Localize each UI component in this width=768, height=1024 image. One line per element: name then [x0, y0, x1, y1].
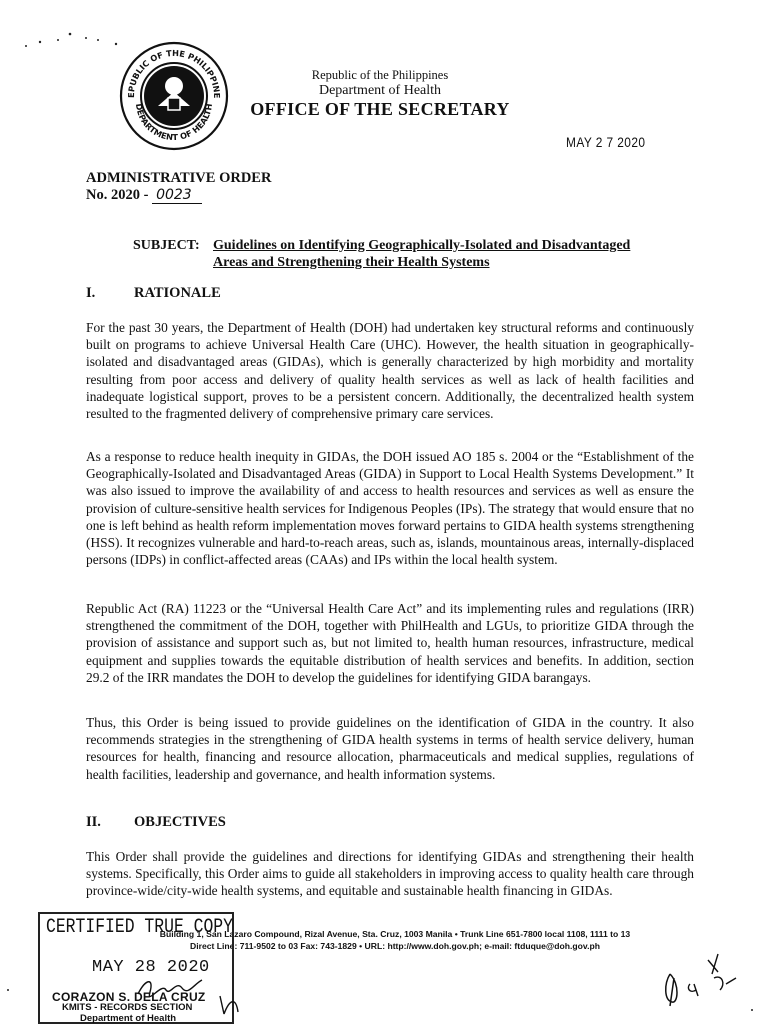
section-title: OBJECTIVES	[134, 814, 226, 830]
stamp-org: Department of Health	[80, 1013, 177, 1024]
section-heading-objectives	[86, 814, 226, 831]
subject-block	[133, 237, 630, 271]
footer-address: Building 1, San Lazaro Compound, Rizal Avenue, Sta. Cruz, 1003 Manila • Trunk Line 651-7800 local 1108, 1111 to 13	[159, 929, 631, 939]
stamp-title: CERTIFIED TRUE COPY	[46, 916, 233, 939]
stamp-name: CORAZON S. DELA CRUZ	[52, 990, 206, 1004]
seal-emblem-icon	[118, 40, 230, 152]
order-block	[86, 170, 271, 204]
handwritten-initials-icon	[660, 944, 740, 1010]
doh-seal	[118, 40, 230, 152]
header-department: Department of Health	[318, 83, 442, 98]
seal-ring-top: EPUBLIC OF THE PHILIPPINE	[125, 47, 223, 99]
paragraph-2: As a response to reduce health inequity in GIDAs, the DOH issued AO 185 s. 2004 or the “Establishment of the Geographically-Isolated and Disadvantaged Areas (GIDA) in Support to Local Health Systems Development.” It was also issued to improve the availability of and access to health resources and services as well as ensure the provision of culture-sensitive health services for Indigenous Peoples (IPs). The strategy that would ensure that no one is left behind as health reform implementation moves forward pertains to GIDA health systems strengthening (HSS). It recognizes vulnerable and hard-to-reach areas, such as, islands, mountainous areas, internally-displaced persons (IDPs) in conflict-affected areas (CAAs) and IPs within the local health system.	[86, 449, 695, 568]
issue-date: MAY 2 7 2020	[566, 134, 646, 150]
paragraph-4: Thus, this Order is being issued to provide guidelines on the identification of GIDA in the country. It also recommends strategies in the strengthening of GIDA health systems in terms of health service delivery, human resources for health, financing and resource allocation, pharmaceuticals and medical supplies, regulations of health facilities, leadership and governance, and health information systems.	[86, 715, 694, 782]
stamp-section: KMITS - RECORDS SECTION	[62, 1002, 193, 1013]
certified-true-copy-stamp	[38, 912, 234, 1024]
header-republic: Republic of the Philippines	[311, 68, 449, 82]
handwritten-initial-icon	[216, 992, 242, 1018]
seal-ring-bottom: DEPARTMENT OF HEALTH	[133, 102, 215, 143]
subject-label: SUBJECT:	[133, 238, 200, 253]
order-number-handwritten: 0023	[152, 187, 202, 204]
subject-line-2: Areas and Strengthening their Health Systems	[213, 255, 490, 270]
section-number: II.	[86, 814, 101, 830]
order-title: ADMINISTRATIVE ORDER	[86, 170, 272, 186]
order-number-prefix: No. 2020 -	[86, 187, 153, 203]
paragraph-5: This Order shall provide the guidelines and directions for identifying GIDAs and strengthening their health systems. Specifically, this Order aims to guide all stakeholders in improving access to quality health care through province-wide/city-wide health systems, and equitable and sustainable health financing in GIDAs.	[86, 849, 694, 899]
paragraph-3: Republic Act (RA) 11223 or the “Universal Health Care Act” and its implementing rules and regulations (IRR) strengthened the commitment of the DOH, together with PhilHealth and LGUs, to prioritize GIDA through the provision of assistance and support such as, but not limited to, health human resources, infrastructure, medical equipment and supplies towards the equitable distribution of health services and benefits. In addition, section 29.2 of the IRR mandates the DOH to develop the guidelines for identifying GIDA barangays.	[86, 601, 694, 685]
section-heading-rationale	[86, 285, 221, 302]
section-number: I.	[86, 285, 96, 301]
order-number	[86, 187, 271, 204]
paragraph-1: For the past 30 years, the Department of Health (DOH) had undertaken key structural reforms and continuously built on programs to achieve Universal Health Care (UHC). However, the health situation in geographically-isolated and disadvantaged areas (GIDAs), which is generally characterized by high morbidity and mortality resulting from poor access and delivery of quality health services as well as lack of health facilities and inadequate logistical support, proves to be a persistent concern. Additionally, the decentralized health system resulted to the fragmented delivery of comprehensive primary care services.	[86, 320, 694, 422]
header-office: OFFICE OF THE SECRETARY	[250, 99, 510, 119]
footer-contact-lines: Direct Line: 711-9502 to 03 Fax: 743-1829 • URL: http://www.doh.gov.ph; e-mail: ftduque@doh.gov.ph	[190, 941, 600, 951]
stamp-date: MAY 28 2020	[92, 958, 210, 977]
subject-line-1: Guidelines on Identifying Geographically-Isolated and Disadvantaged	[213, 238, 631, 253]
section-title: RATIONALE	[134, 285, 221, 301]
